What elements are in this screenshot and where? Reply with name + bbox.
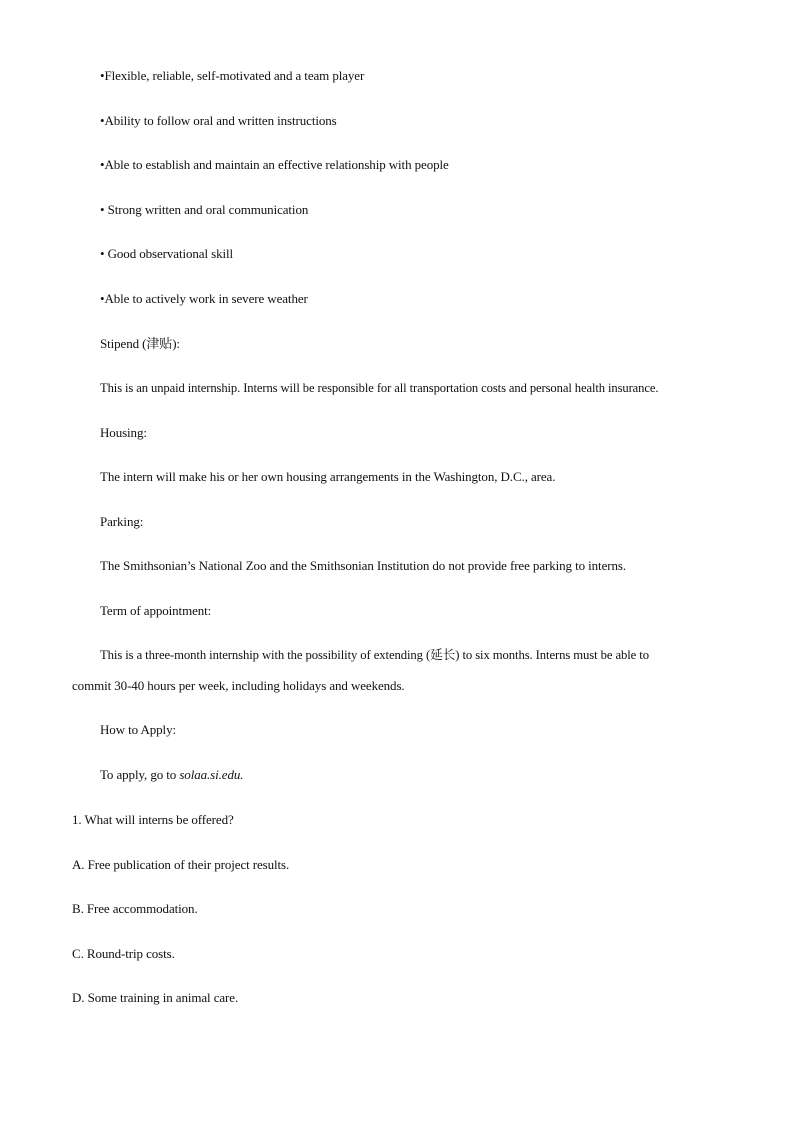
option-a: A. Free publication of their project results. [72,857,290,872]
apply-text [100,767,243,783]
requirement-flexible: •Flexible, reliable, self-motivated and a team player [100,68,365,83]
term-text-line1: This is a three-month internship with the possibility of extending (延长) to six months. Interns must be able to [100,648,649,662]
option-b: B. Free accommodation. [72,901,198,916]
stipend-heading: Stipend (津贴): [100,336,180,351]
term-heading: Term of appointment: [100,603,212,618]
requirement-communication: • Strong written and oral communication [100,202,309,217]
parking-text: The Smithsonian’s National Zoo and the Smithsonian Institution do not provide free parking to interns. [100,558,626,573]
requirement-relationship: •Able to establish and maintain an effective relationship with people [100,157,449,172]
option-d: D. Some training in animal care. [72,990,239,1005]
requirement-observation: • Good observational skill [100,246,234,261]
apply-heading: How to Apply: [100,722,176,737]
option-c: C. Round-trip costs. [72,946,175,961]
term-text-line2: commit 30-40 hours per week, including holidays and weekends. [72,678,405,693]
requirement-instructions: •Ability to follow oral and written instructions [100,113,337,128]
apply-link[interactable]: solaa.si.edu. [179,767,244,782]
housing-text: The intern will make his or her own housing arrangements in the Washington, D.C., area. [100,469,556,484]
stipend-text: This is an unpaid internship. Interns will be responsible for all transportation costs and personal health insurance. [100,381,659,395]
requirement-weather: •Able to actively work in severe weather [100,291,308,306]
question-stem: 1. What will interns be offered? [72,812,234,827]
apply-prefix: To apply, go to [100,767,180,782]
parking-heading: Parking: [100,514,144,529]
housing-heading: Housing: [100,425,147,440]
